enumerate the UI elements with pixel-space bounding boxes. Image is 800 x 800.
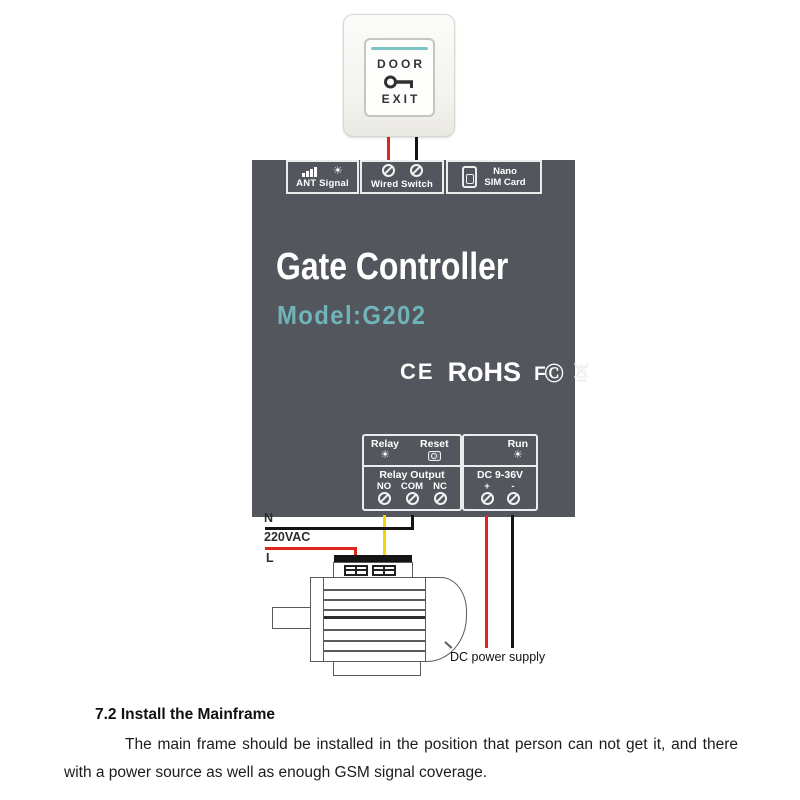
voltage-label: 220VAC bbox=[264, 530, 311, 544]
relay-terminal-box bbox=[362, 434, 462, 511]
gate-controller bbox=[252, 160, 575, 517]
motor-terminal-icon bbox=[372, 565, 396, 576]
dc-supply-label: DC power supply bbox=[450, 650, 546, 664]
fcc-mark: FⒸ bbox=[534, 363, 563, 385]
motor-terminal-bar bbox=[334, 555, 412, 562]
wired-switch-port bbox=[360, 160, 444, 194]
terminal-plus-label: + bbox=[484, 481, 490, 492]
controller-model: Model:G202 bbox=[277, 300, 427, 330]
screw-terminal-icon bbox=[382, 164, 395, 177]
door-stripe bbox=[371, 47, 428, 50]
ant-signal-label: ANT Signal bbox=[296, 178, 349, 189]
run-label: Run bbox=[507, 438, 528, 450]
ant-signal-port bbox=[286, 160, 359, 194]
terminal-com-label: COM bbox=[400, 481, 424, 492]
screw-terminal-icon bbox=[410, 164, 423, 177]
motor-body bbox=[323, 577, 426, 662]
rohs-mark: RoHS bbox=[447, 356, 522, 387]
motor-base bbox=[333, 661, 421, 676]
wired-switch-label: Wired Switch bbox=[371, 179, 433, 190]
door-label: DOOR bbox=[377, 57, 425, 71]
sim-card-icon bbox=[462, 166, 477, 188]
terminal-nc-label: NC bbox=[433, 481, 447, 492]
door-wire-black bbox=[415, 135, 418, 162]
dc-wire-red bbox=[485, 515, 488, 648]
screw-terminal-icon bbox=[406, 492, 419, 505]
terminal-no-label: NO bbox=[376, 481, 392, 492]
weee-icon bbox=[573, 362, 590, 383]
run-led-icon: ☀ bbox=[512, 449, 523, 461]
dc-wire-black bbox=[511, 515, 514, 648]
relay-led-icon: ☀ bbox=[380, 449, 390, 461]
power-terminal-box bbox=[462, 434, 538, 511]
section-paragraph: The main frame should be installed in the position that person can not get it, and there with a power source as well as enough GSM signal coverage. bbox=[64, 736, 738, 781]
live-wire-red bbox=[265, 547, 357, 550]
door-wire-red bbox=[387, 135, 390, 162]
screw-terminal-icon bbox=[378, 492, 391, 505]
certifications bbox=[400, 356, 590, 388]
door-exit-panel bbox=[364, 38, 435, 117]
dc-range-label: DC 9-36V bbox=[476, 469, 524, 481]
screw-terminal-icon bbox=[481, 492, 494, 505]
motor-terminal-icon bbox=[344, 565, 368, 576]
exit-label: EXIT bbox=[381, 92, 421, 106]
signal-bars-icon bbox=[302, 167, 317, 177]
sim-port bbox=[446, 160, 542, 194]
door-exit-button bbox=[343, 14, 455, 137]
ce-mark: CE bbox=[400, 359, 435, 384]
terminal-minus-label: - bbox=[511, 481, 515, 492]
sim-label-line2: SIM Card bbox=[484, 177, 526, 188]
sim-label-line1: Nano bbox=[493, 166, 517, 177]
section-heading: 7.2 Install the Mainframe bbox=[95, 706, 276, 723]
key-icon bbox=[383, 73, 417, 91]
screw-terminal-icon bbox=[507, 492, 520, 505]
neutral-label: N bbox=[264, 511, 274, 525]
reset-label: Reset bbox=[420, 438, 449, 450]
reset-button-icon bbox=[428, 451, 441, 461]
live-label: L bbox=[266, 551, 274, 565]
signal-led-icon: ☀ bbox=[332, 165, 343, 177]
controller-title: Gate Controller bbox=[276, 246, 509, 288]
motor-shaft bbox=[272, 607, 312, 629]
relay-label: Relay bbox=[371, 438, 400, 450]
screw-terminal-icon bbox=[434, 492, 447, 505]
motor-terminal-block bbox=[333, 562, 413, 578]
relay-output-label: Relay Output bbox=[379, 469, 445, 481]
